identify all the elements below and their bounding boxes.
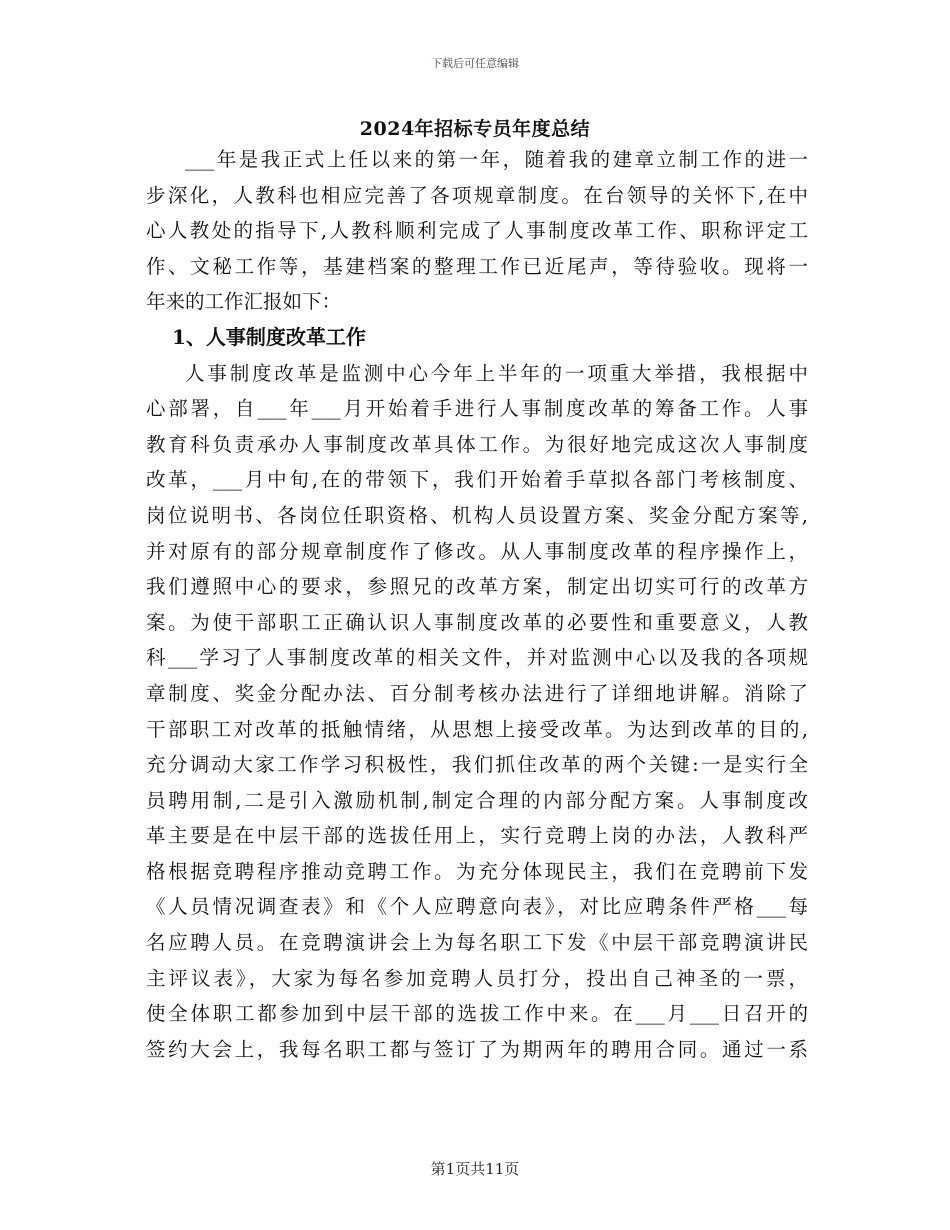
text-line: 主评议表》，大家为每名参加竞聘人员打分，投出自己神圣的一票，	[146, 966, 808, 990]
text-line: 《人员情况调查表》和《个人应聘意向表》，对比应聘条件严格___每	[146, 895, 808, 919]
text-line: 名应聘人员。在竞聘演讲会上为每名职工下发《中层干部竞聘演讲民	[146, 931, 808, 955]
text-line: 充分调动大家工作学习积极性，我们抓住改革的两个关键:一是实行全	[146, 753, 808, 777]
text-line: 心部署，自___年___月开始着手进行人事制度改革的筹备工作。人事	[146, 397, 808, 421]
text-line: 心人教处的指导下,人教科顺利完成了人事制度改革工作、职称评定工	[146, 219, 808, 243]
header-note: 下载后可任意编辑	[431, 57, 519, 70]
text-line: 改革，___月中旬,在的带领下，我们开始着手草拟各部门考核制度、	[146, 468, 808, 492]
text-line: 签约大会上，我每名职工都与签订了为期两年的聘用合同。通过一系	[146, 1037, 808, 1061]
section-heading: 1、人事制度改革工作	[172, 324, 366, 349]
text-line: 章制度、奖金分配办法、百分制考核办法进行了详细地讲解。消除了	[146, 681, 808, 705]
text-line: 案。为使干部职工正确认识人事制度改革的必要性和重要意义，人教	[146, 610, 808, 634]
page-footer: 第1页共11页	[430, 1160, 520, 1178]
text-line: 岗位说明书、各岗位任职资格、机构人员设置方案、奖金分配方案等,	[146, 503, 808, 527]
text-line: 步深化，人教科也相应完善了各项规章制度。在台领导的关怀下,在中	[146, 183, 808, 207]
text-line: 员聘用制,二是引入激励机制,制定合理的内部分配方案。人事制度改	[146, 788, 808, 812]
text-line: 使全体职工都参加到中层干部的选拔工作中来。在___月___日召开的	[146, 1002, 808, 1026]
document-body	[146, 142, 808, 1067]
text-line: 我们遵照中心的要求，参照兄的改革方案，制定出切实可行的改革方	[146, 575, 808, 599]
text-line: ___年是我正式上任以来的第一年，随着我的建章立制工作的进一	[185, 148, 808, 171]
text-line: 干部职工对改革的抵触情绪，从思想上接受改革。为达到改革的目的,	[146, 717, 808, 741]
text-line: 科___学习了人事制度改革的相关文件，并对监测中心以及我的各项规	[146, 646, 808, 670]
text-line: 教育科负责承办人事制度改革具体工作。为很好地完成这次人事制度	[146, 432, 808, 456]
text-line: 人事制度改革是监测中心今年上半年的一项重大举措，我根据中	[185, 361, 808, 385]
text-line: 并对原有的部分规章制度作了修改。从人事制度改革的程序操作上，	[146, 539, 808, 563]
text-line: 年来的工作汇报如下：	[146, 290, 342, 314]
text-line: 格根据竞聘程序推动竞聘工作。为充分体现民主，我们在竞聘前下发	[146, 859, 808, 883]
text-line: 作、文秘工作等，基建档案的整理工作已近尾声，等待验收。现将一	[146, 254, 808, 278]
page-title: 2024年招标专员年度总结	[359, 118, 591, 140]
text-line: 革主要是在中层干部的选拔任用上，实行竞聘上岗的办法，人教科严	[146, 824, 808, 848]
